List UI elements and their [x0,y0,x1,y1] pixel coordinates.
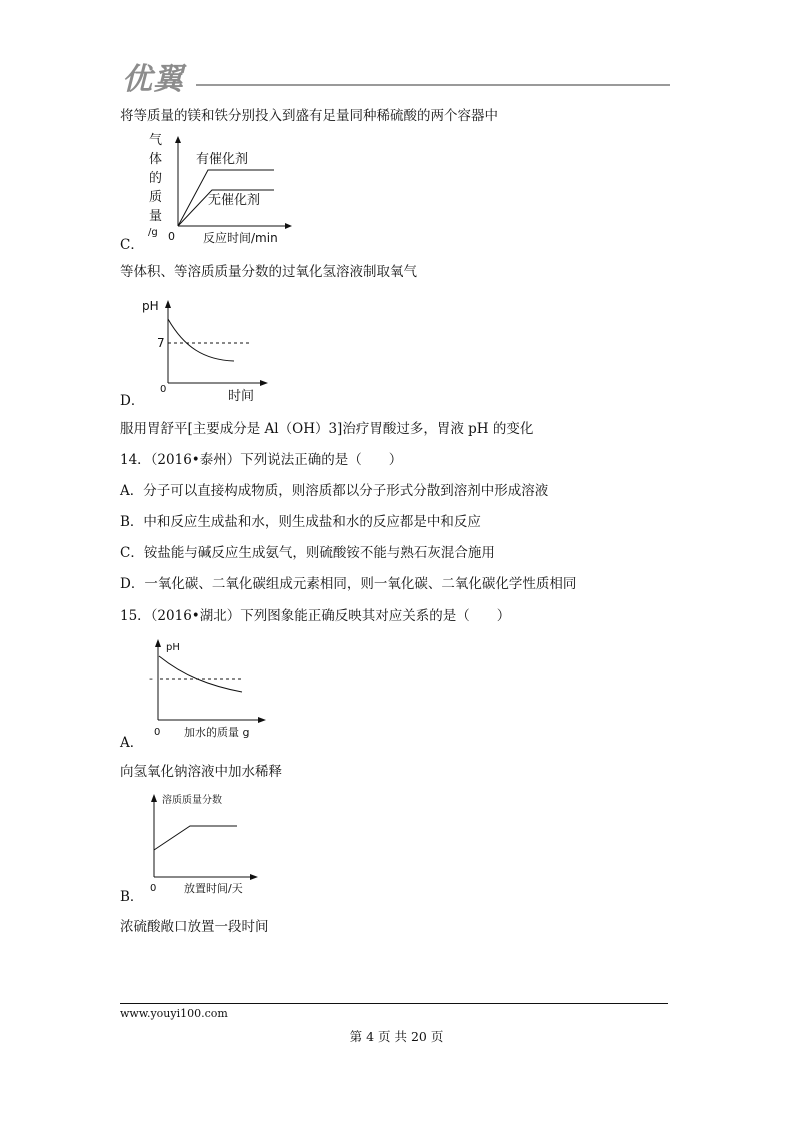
x-axis-arrow [285,223,292,229]
option-c-desc: 等体积、等溶质质量分数的过氧化氢溶液制取氧气 [120,264,417,280]
y-label-char: 质 [149,190,163,205]
y-axis-arrow [155,639,161,647]
y-label-char: 体 [149,152,163,167]
option-c-label: C． [120,237,144,253]
question-14-option-b: B．中和反应生成盐和水，则生成盐和水的反应都是中和反应 [120,514,481,530]
footer-url: www.youyi100.com [120,1007,228,1020]
origin-label: 0 [168,230,175,243]
x-axis-arrow [258,717,266,723]
question-14-stem: 14．（2016•泰州）下列说法正确的是（ ） [120,452,403,468]
header-rule [196,84,670,86]
x-axis-label: 放置时间/天 [184,882,243,895]
q15-option-a-desc: 向氢氧化钠溶液中加水稀释 [120,764,282,780]
chart-ph-dilute [140,634,290,742]
y-axis-label-chars [149,133,162,224]
y-axis-label: pH [142,299,159,313]
origin-label: 0 [150,883,157,894]
chart-ph-antacid [138,292,278,402]
q15-option-a-label: A． [120,735,144,751]
y-axis-arrow [151,794,157,802]
page-number: 第 4 页 共 20 页 [349,1029,444,1044]
chart-catalyst [130,128,310,250]
origin-label: 0 [160,384,167,395]
y-unit: /g [148,227,158,238]
series-label-with-catalyst: 有催化剂 [196,152,249,167]
origin-label: 0 [154,727,161,738]
series-label-without-catalyst: 无催化剂 [208,193,261,208]
x-axis-arrow [260,380,268,386]
question-15-stem: 15．（2016•湖北）下列图象能正确反映其对应关系的是（ ） [120,608,511,624]
x-axis-label: 时间 [228,389,255,402]
ph-curve [159,656,242,692]
option-d-desc: 服用胃舒平[主要成分是 Al（OH）3]治疗胃酸过多，胃液 pH 的变化 [120,421,534,437]
y-label-char: 量 [149,209,163,224]
q15-option-b-label: B． [120,889,144,905]
y-label-char: 的 [149,171,163,186]
ph-curve [168,319,234,361]
mass-fraction-line [154,826,237,850]
question-14-option-d: D．一氧化碳、二氧化碳组成元素相同，则一氧化碳、二氧化碳化学性质相同 [120,576,577,592]
q15-option-b-desc: 浓硫酸敞口放置一段时间 [120,919,269,935]
y-axis-label: 溶质质量分数 [162,795,222,806]
ref-tick-label: - [149,672,153,685]
y-axis-arrow [175,136,181,143]
brand-logo: 优翼 [122,62,184,97]
x-axis-label: 加水的质量 g [184,726,250,739]
ref-tick-label: 7 [157,336,165,350]
chart-mass-fraction [140,790,290,898]
question-14-option-a: A．分子可以直接构成物质，则溶质都以分子形式分散到溶剂中形成溶液 [120,483,549,499]
option-d-label: D． [120,393,145,409]
option-c-desc-prev: 将等质量的镁和铁分别投入到盛有足量同种稀硫酸的两个容器中 [120,108,498,124]
footer-rule [120,1003,668,1004]
y-label-char: 气 [149,133,163,148]
y-axis-arrow [165,300,171,308]
x-axis-label: 反应时间/min [203,231,278,245]
y-axis-label: pH [166,642,180,653]
question-14-option-c: C．铵盐能与碱反应生成氨气，则硫酸铵不能与熟石灰混合施用 [120,545,495,561]
x-axis-arrow [250,874,258,880]
